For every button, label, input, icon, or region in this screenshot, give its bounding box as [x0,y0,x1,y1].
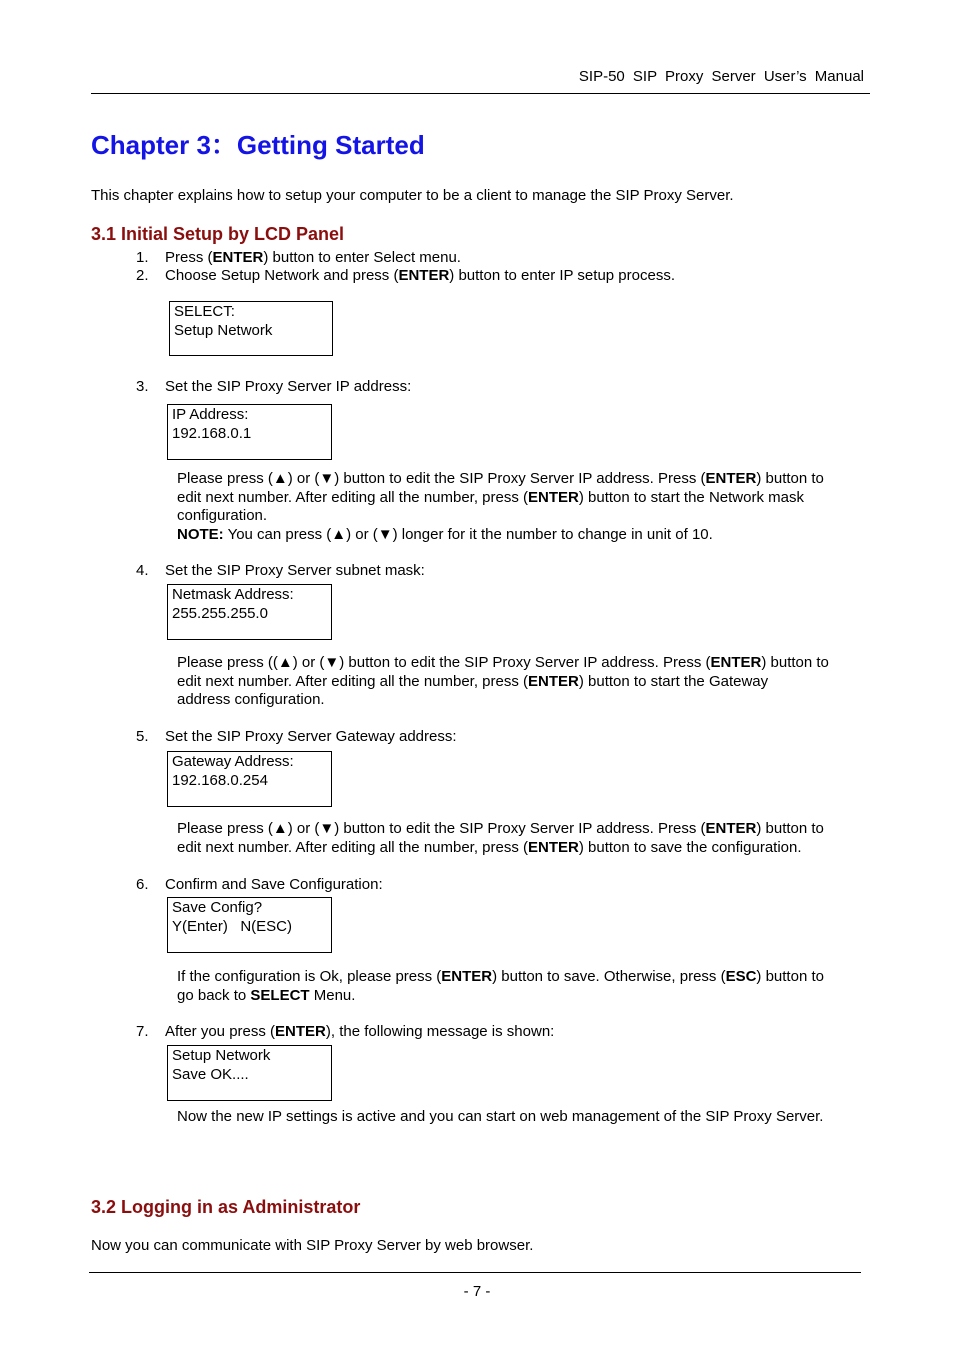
lcd-display-ip-address [167,404,332,460]
gateway-instructions: Please press (▲) or (▼) button to edit the SIP Proxy Server IP address. Press (ENTER) button to edit next number. After editing all the number, press (ENTER) button to save the configuration. [177,820,824,856]
lcd-line: 255.255.255.0 [172,604,268,622]
section-heading-3-1: 3.1 Initial Setup by LCD Panel [91,224,345,244]
lcd-line: Save OK.... [172,1065,249,1083]
lcd-line: Setup Network [172,1047,271,1064]
lcd-line: Setup Network [174,321,273,339]
lcd-line: Save Config? [172,899,263,916]
lcd-line: Y(Enter) N(ESC) [172,917,293,935]
step-number: 6. [136,876,149,893]
step-text: Set the SIP Proxy Server IP address: [165,378,412,395]
running-header: SIP-50 SIP Proxy Server User’s Manual [578,68,864,85]
step-number: 3. [136,378,149,395]
step-number: 1. [136,249,149,266]
header-rule [91,93,870,94]
lcd-display-save-ok [167,1045,332,1101]
page-number: - 7 - [463,1283,491,1300]
lcd-display-select [169,301,333,356]
step-text: Set the SIP Proxy Server subnet mask: [165,562,425,579]
chapter-title: Chapter 3：Getting Started [91,130,425,160]
step-number: 2. [136,267,149,284]
lcd-line: SELECT: [174,303,235,320]
section-heading-3-2: 3.2 Logging in as Administrator [91,1197,361,1217]
step-text: Set the SIP Proxy Server Gateway address: [165,728,457,745]
lcd-line: Netmask Address: [172,586,294,603]
completion-note: Now the new IP settings is active and you can start on web management of the SIP Proxy Server. [177,1108,824,1125]
note: NOTE: You can press (▲) or (▼) longer for it the number to change in unit of 10. [177,525,713,543]
intro-paragraph: This chapter explains how to setup your computer to be a client to manage the SIP Proxy Server. [91,187,734,204]
step-text: Choose Setup Network and press (ENTER) button to enter IP setup process. [165,267,675,284]
step-number: 5. [136,728,149,745]
lcd-line: 192.168.0.1 [172,424,252,442]
lcd-display-save-config [167,897,332,953]
login-paragraph: Now you can communicate with SIP Proxy Server by web browser. [91,1237,534,1254]
lcd-line: 192.168.0.254 [172,771,268,789]
step-text: After you press (ENTER), the following message is shown: [165,1023,555,1040]
step-text: Confirm and Save Configuration: [165,876,383,893]
step-number: 4. [136,562,149,579]
lcd-line: Gateway Address: [172,753,294,770]
ip-instructions: Please press (▲) or (▼) button to edit the SIP Proxy Server IP address. Press (ENTER) button to edit next number. After editing all the number, press (ENTER) button to start the Network mask configuration. NOTE: You can press (▲) or (▼) longer for it the number to change in unit of 10. [177,470,867,544]
netmask-instructions: Please press ((▲) or (▼) button to edit the SIP Proxy Server IP address. Press (ENTER) button to edit next number. After editing all the number, press (ENTER) button to start the Gateway address configuration. [177,654,829,708]
step-text: Press (ENTER) button to enter Select menu. [165,249,461,266]
lcd-display-netmask [167,584,332,640]
footer-rule [89,1272,861,1273]
lcd-display-gateway [167,751,332,807]
lcd-line: IP Address: [172,406,249,423]
save-instructions: If the configuration is Ok, please press (ENTER) button to save. Otherwise, press (ESC) button to go back to SELECT Menu. [177,968,824,1004]
step-number: 7. [136,1023,149,1040]
